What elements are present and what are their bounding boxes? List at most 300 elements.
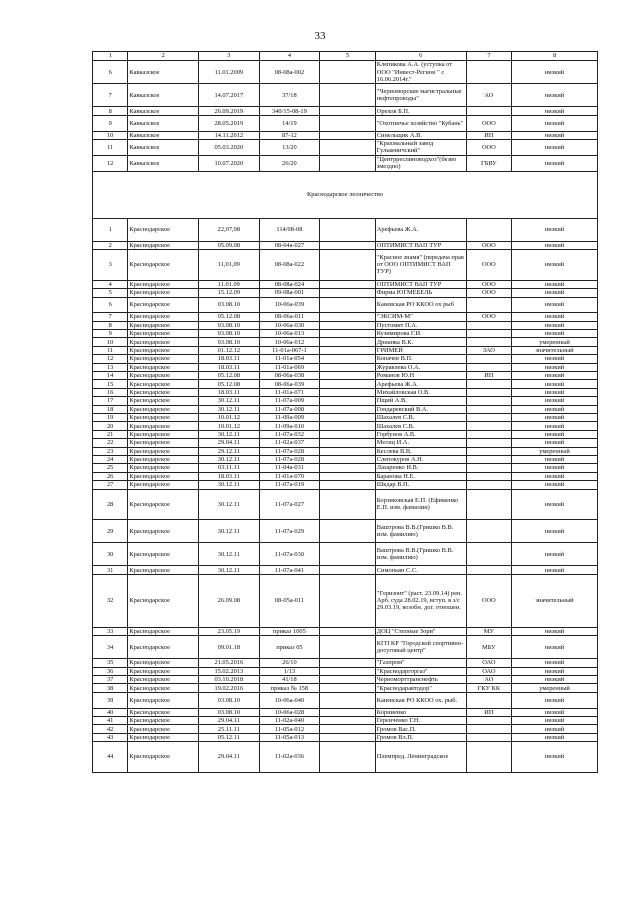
table-cell: Черноморттранснефть (375, 676, 466, 684)
table-cell (320, 667, 376, 675)
table-cell: Шкдар В.П. (375, 481, 466, 489)
table-cell: Краснодарское (128, 321, 199, 329)
table-cell: 11-07а-027 (259, 489, 320, 520)
table-cell: "Охотничье хозяйство "Кубань" (375, 115, 466, 131)
column-header: 5 (320, 52, 376, 61)
table-cell: низкий (512, 464, 598, 472)
table-cell: 05.12.08 (199, 380, 260, 388)
table-cell: 05.12.08 (199, 313, 260, 321)
table-cell (466, 218, 511, 241)
table-cell: 3 (93, 250, 128, 281)
table-row (93, 676, 598, 684)
table-cell: Кузимирова Г.И. (375, 330, 466, 338)
table-cell: Краснодарское (128, 489, 199, 520)
table-cell: 26.09.08 (199, 574, 260, 627)
table-cell: ДОЦ "Степные Зори" (375, 627, 466, 635)
table-cell: низкий (512, 289, 598, 297)
table-cell: низкий (512, 733, 598, 741)
table-cell: 11-09а-010 (259, 422, 320, 430)
table-row (93, 107, 598, 115)
table-cell: ИП (466, 708, 511, 716)
table-cell (320, 250, 376, 281)
table-cell: Шахалев С.В. (375, 413, 466, 421)
table-row (93, 372, 598, 380)
table-cell: 03.11.11 (199, 464, 260, 472)
table-row (93, 455, 598, 463)
table-cell: 14/19 (259, 115, 320, 131)
table-cell: Краснодарское (128, 430, 199, 438)
table-cell: низкий (512, 543, 598, 566)
table-cell: 2 (93, 241, 128, 249)
table-row (93, 346, 598, 354)
table-cell: ООО (466, 289, 511, 297)
table-cell: ГРИМЕЙ (375, 346, 466, 354)
table-cell (320, 566, 376, 574)
table-cell: Гондаревский В.А. (375, 405, 466, 413)
table-cell: Краснодарское (128, 405, 199, 413)
table-cell: 30.12.11 (199, 455, 260, 463)
table-cell: 11-02а-037 (259, 439, 320, 447)
table-cell: "Краснодаргоргаз" (375, 667, 466, 675)
table-cell (320, 659, 376, 667)
table-cell: Краснодарское (128, 692, 199, 708)
table-cell (466, 397, 511, 405)
table-cell (320, 355, 376, 363)
table-cell: низкий (512, 489, 598, 520)
table-cell (320, 115, 376, 131)
table-cell (466, 413, 511, 421)
table-cell (466, 455, 511, 463)
table-cell: 11-07а-028 (259, 455, 320, 463)
table-cell: низкий (512, 676, 598, 684)
table-cell: низкий (512, 667, 598, 675)
table-cell: Краснодарское (128, 363, 199, 371)
table-cell: 1/13 (259, 667, 320, 675)
table-cell: Краснодарское (128, 566, 199, 574)
table-cell (466, 472, 511, 480)
table-cell: 29 (93, 520, 128, 543)
table-row (93, 380, 598, 388)
table-row (93, 405, 598, 413)
table-cell: 03.08.10 (199, 338, 260, 346)
table-cell: 26 (93, 472, 128, 480)
table-row (93, 61, 598, 84)
table-cell: 22 (93, 439, 128, 447)
table-cell: 11.01.2009 (199, 61, 260, 84)
register-table (92, 51, 598, 773)
table-cell: Дрианка В.К. (375, 338, 466, 346)
table-cell: значительный (512, 574, 598, 627)
table-cell (320, 313, 376, 321)
table-cell: 21.05.2016 (199, 659, 260, 667)
table-cell: 33 (93, 627, 128, 635)
table-cell: 08-05а-011 (259, 574, 320, 627)
table-cell (320, 725, 376, 733)
table-row (93, 131, 598, 139)
table-cell: 17 (93, 397, 128, 405)
table-cell: 15.12.09 (199, 289, 260, 297)
column-header: 2 (128, 52, 199, 61)
table-cell: Краснодарское (128, 742, 199, 773)
table-cell: 37/18 (259, 84, 320, 107)
table-cell (466, 543, 511, 566)
table-cell: 20 (93, 422, 128, 430)
table-cell: 1 (93, 218, 128, 241)
table-row (93, 464, 598, 472)
table-cell: Кавказское (128, 131, 199, 139)
table-cell: Ваштрова В.В.(Гришко В.В. изм. фамилию) (375, 543, 466, 566)
table-cell: 40 (93, 708, 128, 716)
table-cell: низкий (512, 405, 598, 413)
table-cell: значительный (512, 346, 598, 354)
table-cell (320, 472, 376, 480)
table-cell: Краснодарское (128, 472, 199, 480)
table-cell: Краснодарское (128, 455, 199, 463)
table-cell: Краснодарское (128, 330, 199, 338)
table-cell: 11-02а-040 (259, 716, 320, 724)
table-cell: 11-02а-036 (259, 742, 320, 773)
table-row (93, 627, 598, 635)
table-cell (320, 330, 376, 338)
table-cell: 37 (93, 676, 128, 684)
table-cell (466, 733, 511, 741)
column-header: 3 (199, 52, 260, 61)
table-cell: Кавказское (128, 139, 199, 155)
table-cell (466, 725, 511, 733)
table-cell: 30.12.11 (199, 481, 260, 489)
table-cell: "Крахмальный завод Гулькевичский" (375, 139, 466, 155)
table-row (93, 716, 598, 724)
table-cell: 30.12.11 (199, 566, 260, 574)
table-cell (466, 447, 511, 455)
table-cell (320, 139, 376, 155)
table-cell: низкий (512, 241, 598, 249)
table-cell: 29.04.11 (199, 742, 260, 773)
table-cell: 09.01.18 (199, 636, 260, 659)
table-cell: низкий (512, 363, 598, 371)
table-cell: 87-12 (259, 131, 320, 139)
table-cell: 12 (93, 155, 128, 171)
table-cell: Краснодарское (128, 313, 199, 321)
table-cell: ИП (466, 131, 511, 139)
table-cell: 30.12.11 (199, 405, 260, 413)
table-cell: 9 (93, 330, 128, 338)
table-cell: 05.03.2020 (199, 139, 260, 155)
table-cell (320, 241, 376, 249)
table-cell: 08-06а-011 (259, 313, 320, 321)
table-cell: Краснодарское (128, 659, 199, 667)
table-cell: Пустомит П.А. (375, 321, 466, 329)
table-cell: 11-05а-013 (259, 733, 320, 741)
table-cell: Краснодарское (128, 297, 199, 313)
column-header: 6 (375, 52, 466, 61)
table-cell: "Красное знамя" (передача прав от ООО ОПТИМИСТ ВАП ТУР) (375, 250, 466, 281)
table-cell (320, 297, 376, 313)
table-cell: Борзиковская Е.П. (Ефименко Е.П. изм. фамилии) (375, 489, 466, 520)
table-cell: Михайловская О.В. (375, 388, 466, 396)
table-cell: 14 (93, 372, 128, 380)
table-cell (320, 84, 376, 107)
table-cell: низкий (512, 250, 598, 281)
table-row (93, 725, 598, 733)
table-cell: низкий (512, 566, 598, 574)
table-cell: 29.04.11 (199, 439, 260, 447)
table-cell (466, 61, 511, 84)
table-cell: 25.11.11 (199, 725, 260, 733)
table-cell: 36 (93, 667, 128, 675)
table-cell (320, 574, 376, 627)
table-cell: 41 (93, 716, 128, 724)
table-cell: Краснодарское (128, 397, 199, 405)
table-cell: 22,07,08 (199, 218, 260, 241)
table-cell: низкий (512, 115, 598, 131)
table-cell: Краснодарское (128, 346, 199, 354)
table-cell: Краснодарское (128, 708, 199, 716)
table-row (93, 659, 598, 667)
table-cell: низкий (512, 627, 598, 635)
table-cell: 18 (93, 405, 128, 413)
table-cell: Краснодарское (128, 627, 199, 635)
table-cell: Кеслева В.В. (375, 447, 466, 455)
table-cell (466, 380, 511, 388)
table-cell: низкий (512, 330, 598, 338)
table-cell (320, 708, 376, 716)
table-cell (466, 489, 511, 520)
table-row (93, 330, 598, 338)
table-cell: "Краснодаравтодор" (375, 684, 466, 692)
table-row (93, 439, 598, 447)
table-cell (320, 388, 376, 396)
table-row (93, 422, 598, 430)
table-cell: ЗАО (466, 346, 511, 354)
table-cell: Краснодарское (128, 422, 199, 430)
table-cell: Племпред. Ленинградское (375, 742, 466, 773)
table-cell: 13/20 (259, 139, 320, 155)
table-cell: 30.12.11 (199, 520, 260, 543)
table-cell: 30.12.11 (199, 489, 260, 520)
table-cell: ООО (466, 574, 511, 627)
table-cell: 11-01а-067-1 (259, 346, 320, 354)
table-cell (320, 107, 376, 115)
table-row (93, 430, 598, 438)
table-cell: 23.05.19 (199, 627, 260, 635)
table-row (93, 139, 598, 155)
table-cell (466, 422, 511, 430)
table-cell: МУ (466, 627, 511, 635)
table-cell: Краснодарское (128, 380, 199, 388)
table-cell: Краснодарское (128, 636, 199, 659)
table-cell (466, 321, 511, 329)
table-cell: 41/18 (259, 676, 320, 684)
table-row (93, 84, 598, 107)
table-cell: Арефьева Ж.А. (375, 218, 466, 241)
table-cell: Громов Вл.П. (375, 733, 466, 741)
table-cell (320, 692, 376, 708)
table-row (93, 241, 598, 249)
table-cell: 7 (93, 84, 128, 107)
table-cell: 03.08.10 (199, 297, 260, 313)
column-header: 7 (466, 52, 511, 61)
table-cell (320, 676, 376, 684)
header-row (93, 52, 598, 61)
table-cell (466, 716, 511, 724)
table-cell: приказ 05 (259, 636, 320, 659)
table-cell: Краснодарское (128, 250, 199, 281)
table-cell: низкий (512, 455, 598, 463)
table-cell: 29.04.11 (199, 716, 260, 724)
table-cell: 08-08а-002 (259, 61, 320, 84)
table-cell (320, 447, 376, 455)
table-cell: 11.01.09 (199, 280, 260, 288)
table-cell: Краснодарское (128, 218, 199, 241)
table-cell: низкий (512, 439, 598, 447)
table-cell (320, 397, 376, 405)
table-cell: 08-06а-038 (259, 372, 320, 380)
table-cell: низкий (512, 413, 598, 421)
table-cell: 03.08.10 (199, 692, 260, 708)
table-cell: 11,01,09 (199, 250, 260, 281)
table-cell: Краснодарское (128, 413, 199, 421)
table-row (93, 297, 598, 313)
table-cell: 35 (93, 659, 128, 667)
table-cell: 13 (93, 363, 128, 371)
table-cell: низкий (512, 355, 598, 363)
table-cell: Краснодарское (128, 667, 199, 675)
table-cell: "Горизонт" (раст. 23.09.14) рен. Арб. суда 28.02.19, вступ. в з/с 29.03.19, возобн. дог. отношен. (375, 574, 466, 627)
column-header: 1 (93, 52, 128, 61)
table-row (93, 397, 598, 405)
table-cell: Ваштрова В.В.(Гришко В.В. изм. фамилию) (375, 520, 466, 543)
table-cell: приказ № 158 (259, 684, 320, 692)
table-cell: Арефьева Ж.А. (375, 380, 466, 388)
table-row (93, 363, 598, 371)
table-cell: низкий (512, 280, 598, 288)
table-cell: низкий (512, 321, 598, 329)
table-cell: ИП (466, 372, 511, 380)
table-cell: 26.09.2019 (199, 107, 260, 115)
table-cell (466, 363, 511, 371)
table-cell: 10-06а-030 (259, 321, 320, 329)
table-cell: низкий (512, 218, 598, 241)
table-cell (320, 422, 376, 430)
table-cell: 11-07а-009 (259, 397, 320, 405)
table-cell: умеренный (512, 684, 598, 692)
table-cell (320, 627, 376, 635)
table-cell: приказ 1005 (259, 627, 320, 635)
table-cell: Кавказское (128, 84, 199, 107)
table-cell: Каневская РО ККОО ох рыб (375, 297, 466, 313)
table-cell (466, 330, 511, 338)
table-cell: 18.03.11 (199, 363, 260, 371)
table-cell: 10.07.2020 (199, 155, 260, 171)
table-cell (320, 742, 376, 773)
table-cell: 28.05.2019 (199, 115, 260, 131)
table-cell (320, 543, 376, 566)
table-cell: 10.01.12 (199, 413, 260, 421)
table-row (93, 155, 598, 171)
table-cell: низкий (512, 155, 598, 171)
table-row (93, 447, 598, 455)
table-cell: 10-06а-040 (259, 692, 320, 708)
table-cell: Краснодарское (128, 684, 199, 692)
table-cell: 11-07а-041 (259, 566, 320, 574)
table-cell (466, 692, 511, 708)
table-cell: 05.09.08 (199, 241, 260, 249)
table-cell: низкий (512, 422, 598, 430)
table-cell: Копачев В.П. (375, 355, 466, 363)
table-cell: 30.12.11 (199, 543, 260, 566)
table-cell (320, 520, 376, 543)
table-cell: 11-07а-028 (259, 447, 320, 455)
table-cell: Краснодарское (128, 520, 199, 543)
table-cell: 24 (93, 455, 128, 463)
table-cell: 11-01а-070 (259, 472, 320, 480)
table-cell (466, 297, 511, 313)
table-row (93, 115, 598, 131)
table-cell (320, 405, 376, 413)
table-cell: низкий (512, 61, 598, 84)
table-cell: ОАО (466, 667, 511, 675)
table-cell (466, 405, 511, 413)
table-row (93, 574, 598, 627)
table-cell: 10 (93, 338, 128, 346)
table-cell: 03.10.2018 (199, 676, 260, 684)
table-cell: 6 (93, 61, 128, 84)
table-cell (466, 520, 511, 543)
table-cell: 11-09а-009 (259, 413, 320, 421)
table-cell: Кавказское (128, 115, 199, 131)
section-title: Краснодарское лесничество (93, 171, 598, 218)
table-cell: 7 (93, 313, 128, 321)
table-cell: 16 (93, 388, 128, 396)
table-cell: Краснодарское (128, 439, 199, 447)
table-cell: низкий (512, 84, 598, 107)
table-cell: Кавказское (128, 61, 199, 84)
table-cell: 28 (93, 489, 128, 520)
table-cell: ООО (466, 139, 511, 155)
table-cell: низкий (512, 139, 598, 155)
table-cell: Кавказское (128, 107, 199, 115)
table-cell: АО (466, 676, 511, 684)
table-cell: 11 (93, 139, 128, 155)
table-row (93, 733, 598, 741)
table-cell: 5 (93, 289, 128, 297)
table-cell: ООО (466, 115, 511, 131)
table-row (93, 413, 598, 421)
table-cell: 01.12.12 (199, 346, 260, 354)
table-cell: Краснодарское (128, 372, 199, 380)
table-row (93, 692, 598, 708)
table-cell: 114/08-08 (259, 218, 320, 241)
table-cell: 11-07а-032 (259, 430, 320, 438)
table-cell: 11-01а-054 (259, 355, 320, 363)
table-cell: 03.08.10 (199, 708, 260, 716)
table-cell: 340/15-08-19 (259, 107, 320, 115)
register-body (93, 52, 598, 773)
table-cell: 10-06а-028 (259, 708, 320, 716)
table-cell: "ЭКСИМ-М" (375, 313, 466, 321)
table-cell (320, 280, 376, 288)
table-cell: Краснодарское (128, 464, 199, 472)
table-row (93, 355, 598, 363)
table-cell: "Газпром" (375, 659, 466, 667)
table-cell: Краснодарское (128, 338, 199, 346)
table-cell: Лазаренко И.В. (375, 464, 466, 472)
table-cell: 10-06а-012 (259, 338, 320, 346)
table-cell: 19.02.2016 (199, 684, 260, 692)
table-cell: Краснодарское (128, 447, 199, 455)
table-cell: 34 (93, 636, 128, 659)
